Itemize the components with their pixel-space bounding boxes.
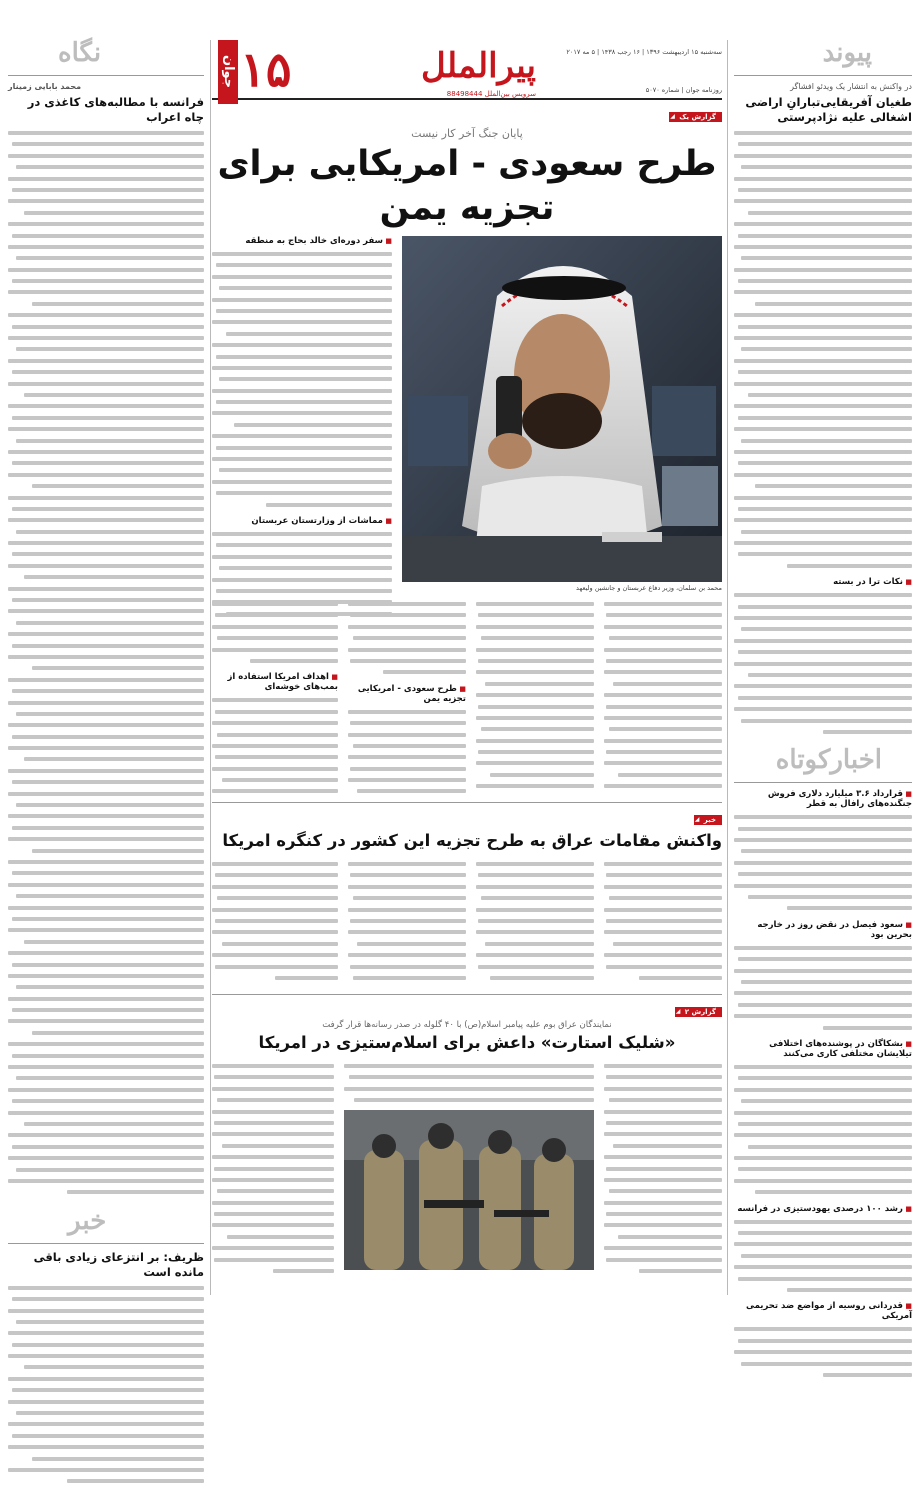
javan-logo [218,40,296,104]
section-brand-sub: سرویس بین‌الملل 88498444 [446,90,536,98]
opinion-headline: فرانسه با مطالبه‌های کاغذی در چاه اعراب [27,95,204,124]
story2-body [212,858,722,990]
section-tag: گزارش یک ◢ [669,112,722,122]
news-headline: ظریف: بر انتزعای زیادی باقی مانده است [33,1249,204,1279]
section-brand: پیرالملل [421,46,536,86]
main-subhead-3: ■ طرح سعودی - امریکایی تجزیه یمن [348,684,466,704]
section-script: اخبارکوتاه [775,745,882,776]
brief-body [734,1323,912,1380]
brief-body [734,1061,912,1198]
section-header-briefs [734,743,912,783]
logo-word: جوان [218,40,238,104]
story-headline: طغیان آفریقایی‌تبارانِ اراضی اشغالی علیه نژادپرستی [745,95,912,124]
right-column [734,36,912,1322]
opinion-body [8,127,204,1198]
section-tag: گزارش ۲ ◢ [675,1007,722,1017]
issue-number: روزنامه جوان | شماره ۵۰۷۰ [645,86,722,94]
left-column [8,36,204,1295]
main-subhead-2: ■ مماشات از وزارتستان عربستان [212,516,392,526]
story2-headline: واکنش مقامات عراق به طرح تجزیه این کشور در کنگره امریکا [222,831,722,850]
photo-caption: محمد بن سلمان، وزیر دفاع عربستان و جانشین ولیعهد [576,584,722,592]
section-header-negah [8,36,204,76]
logo-number: ۱۵ [240,42,292,98]
masthead [212,38,722,100]
story3-body [212,1060,722,1290]
main-subhead-1: ■ سفر دوره‌ای خالد بحاج به منطقه [212,236,392,246]
main-story-col1 [212,236,392,619]
main-headline: طرح سعودی - امریکایی برای تجزیه یمن [217,144,717,228]
main-story-body [212,598,722,798]
section-script: خبر [68,1205,107,1236]
news-body [8,1282,204,1487]
column-divider [727,40,728,1295]
brief-body [734,1216,912,1296]
photo-mbs-phone [402,236,722,582]
brief-headline: ■ بشکاگان در پوشنده‌های اختلافی تیلایشان مختلفی کاری می‌کنند [734,1039,912,1059]
issue-date: سه‌شنبه ۱۵ اردیبهشت ۱۳۹۶ | ۱۶ رجب ۱۴۳۸ | ۵ مه ۲۰۱۷ [566,48,722,56]
brief-body [734,942,912,1033]
story-subhead: ■ نکات ترا در بسته [734,577,912,587]
main-photo-block [402,236,722,594]
story-body [734,589,912,737]
brief-body [734,811,912,914]
section-header-peyvand [734,36,912,76]
brief-headline: ■ رشد ۱۰۰ درصدی یهودستیزی در فرانسه [734,1204,912,1214]
section-script: پیوند [822,38,872,68]
brief-headline: ■ قرارداد ۳.۶ میلیارد دلاری فروش جنگنده‌های رافال به قطر [734,789,912,809]
brief-headline: ■ قدردانی روسیه از مواضع ضد تحریمی آمریکی [734,1301,912,1321]
center-column [212,104,722,1295]
column-divider [210,40,211,1295]
section-header-khabar [8,1204,204,1244]
section-tag: خبر ◢ [694,815,722,825]
section-script: نگاه [58,38,102,68]
main-kicker: پایان جنگ آخر کار نیست [411,127,523,140]
story3-headline: «شلیک استارت» داعش برای اسلام‌ستیزی در امریکا [258,1033,676,1052]
brief-headline: ■ سعود فیصل در نقض روز در خارجه بحرین بود [734,920,912,940]
story-body [734,127,912,571]
main-subhead-4: ■ اهداف امریکا استفاده از بمب‌های خوشه‌ای [212,672,338,692]
photo-security-forces [344,1110,594,1270]
story-kicker: در واکنش به انتشار یک ویدئو افشاگر [790,82,912,91]
author-name: محمد بابایی زمینار [8,82,82,91]
story3-kicker: نمایندگان عراق بوم علیه پیامبر اسلام(ص) با ۴۰ گلوله در صدر رسانه‌ها قرار گرفت [322,1020,612,1030]
